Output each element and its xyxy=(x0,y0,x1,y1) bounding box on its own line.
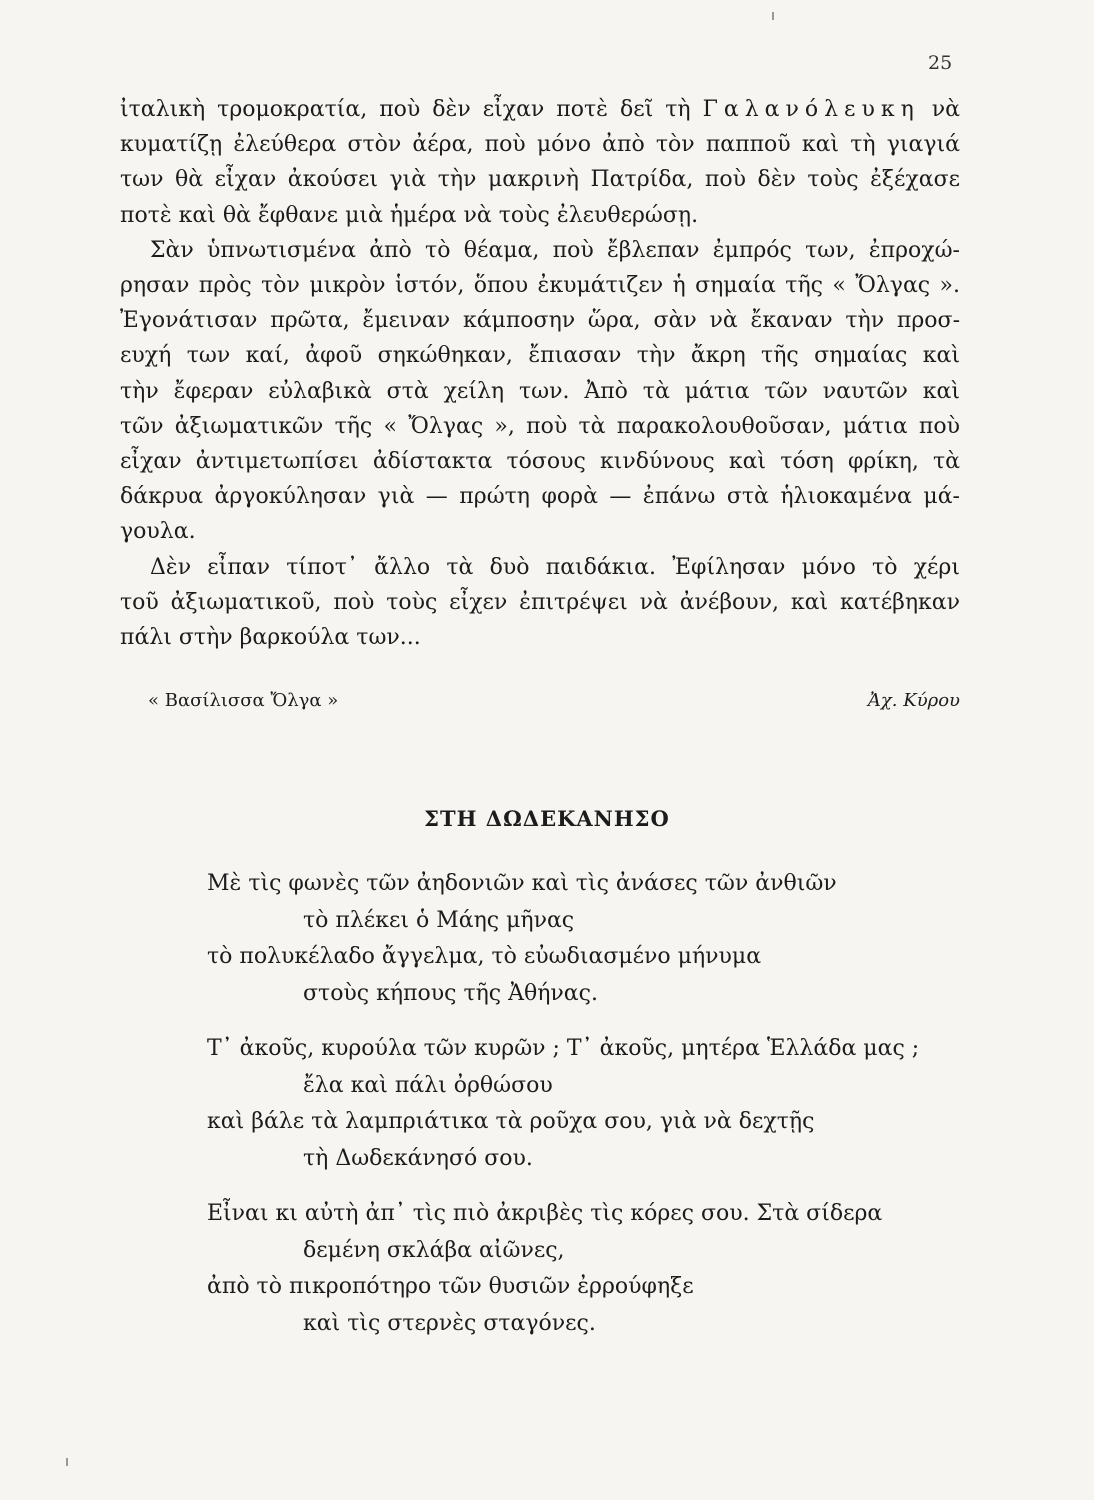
poem xyxy=(0,866,1094,1361)
prose-line: δάκρυα ἀργοκύλησαν γιὰ — πρώτη φορὰ — ἐπάνω στὰ ἡλιοκαμένα μά- xyxy=(120,484,960,510)
prose-line: τοῦ ἀξιωματικοῦ, ποὺ τοὺς εἶχεν ἐπιτρέψει νὰ ἀνέβουν, καὶ κατέβηκαν xyxy=(120,589,960,615)
prose-line: Σὰν ὑπνωτισμένα ἀπὸ τὸ θέαμα, ποὺ ἔβλεπαν ἐμπρός των, ἐπροχώ- xyxy=(150,237,960,263)
paragraph-1 xyxy=(120,92,960,233)
prose-line: γουλα. xyxy=(120,519,196,545)
poem-line: Τ᾽ ἀκοῦς, κυρούλα τῶν κυρῶν ; Τ᾽ ἀκοῦς, μητέρα Ἑλλάδα μας ; xyxy=(207,1036,920,1061)
poem-line: τὴ Δωδεκάνησό σου. xyxy=(303,1145,533,1171)
poem-line: τὸ πολυκέλαδο ἄγγελμα, τὸ εὐωδιασμένο μήνυμα xyxy=(207,944,762,969)
ink-speck xyxy=(66,1458,68,1466)
citation-source: « Βασίλισσα Ὄλγα » xyxy=(148,690,339,711)
prose-line: Δὲν εἶπαν τίποτ᾽ ἄλλο τὰ δυὸ παιδάκια. Ἐφίλησαν μόνο τὸ χέρι xyxy=(150,554,960,580)
ink-speck xyxy=(772,12,774,20)
poem-line: τὸ πλέκει ὁ Μάης μῆνας xyxy=(303,907,575,933)
poem-line: στοὺς κήπους τῆς Ἀθήνας. xyxy=(303,980,598,1006)
poem-line: καὶ τὶς στερνὲς σταγόνες. xyxy=(303,1310,596,1336)
prose-text xyxy=(120,92,960,655)
prose-line: τὴν ἔφεραν εὐλαβικὰ στὰ χείλη των. Ἀπὸ τὰ μάτια τῶν ναυτῶν καὶ xyxy=(120,378,960,404)
poem-stanza xyxy=(0,1031,1094,1177)
prose-line: ποτὲ καὶ θὰ ἔφθανε μιὰ ἡμέρα νὰ τοὺς ἐλευθερώσῃ. xyxy=(120,202,699,228)
citation-author: Ἀχ. Κύρου xyxy=(867,690,960,711)
poem-stanza xyxy=(0,866,1094,1012)
prose-line: ἰταλικὴ τρομοκρατία, ποὺ δὲν εἶχαν ποτὲ δεῖ τὴ Γαλανόλευκη νὰ xyxy=(120,97,960,122)
paragraph-3 xyxy=(120,550,960,656)
prose-line: κυματίζῃ ἐλεύθερα στὸν ἀέρα, ποὺ μόνο ἀπὸ τὸν παπποῦ καὶ τὴ γιαγιά xyxy=(120,132,960,158)
galanoleuki-word: Γαλανόλευκη xyxy=(702,97,920,122)
prose-line: τῶν ἀξιωματικῶν τῆς « Ὄλγας », ποὺ τὰ παρακολουθοῦσαν, μάτια ποὺ xyxy=(120,413,960,439)
prose-line: ρησαν πρὸς τὸν μικρὸν ἱστόν, ὅπου ἐκυμάτιζεν ἡ σημαία τῆς « Ὄλγας ». xyxy=(120,273,960,299)
prose-line: Ἐγονάτισαν πρῶτα, ἔμειναν κάμποσην ὥρα, σὰν νὰ ἔκαναν τὴν προσ- xyxy=(120,308,960,334)
poem-line: καὶ βάλε τὰ λαμπριάτικα τὰ ροῦχα σου, γιὰ νὰ δεχτῇς xyxy=(207,1109,815,1134)
poem-line: ἀπὸ τὸ πικροπότηρο τῶν θυσιῶν ἐρρούφηξε xyxy=(207,1274,694,1299)
poem-line: Μὲ τὶς φωνὲς τῶν ἀηδονιῶν καὶ τὶς ἀνάσες τῶν ἀνθιῶν xyxy=(207,871,837,896)
prose-line: ευχή των καί, ἀφοῦ σηκώθηκαν, ἔπιασαν τὴν ἄκρη τῆς σημαίας καὶ xyxy=(120,343,960,369)
prose-line: εἶχαν ἀντιμετωπίσει ἀδίστακτα τόσους κινδύνους καὶ τόση φρίκη, τὰ xyxy=(120,449,960,475)
poem-title: ΣΤΗ ΔΩΔΕΚΑΝΗΣΟ xyxy=(424,806,670,831)
prose-line: πάλι στὴν βαρκούλα των... xyxy=(120,625,421,651)
poem-line: ἔλα καὶ πάλι ὀρθώσου xyxy=(303,1072,553,1098)
page-number: 25 xyxy=(928,52,953,74)
poem-stanza xyxy=(0,1196,1094,1342)
paragraph-2 xyxy=(120,233,960,550)
prose-line: των θὰ εἶχαν ἀκούσει γιὰ τὴν μακρινὴ Πατρίδα, ποὺ δὲν τοὺς ἐξέχασε xyxy=(120,167,960,193)
poem-line: δεμένη σκλάβα αἰῶνες, xyxy=(303,1237,565,1263)
poem-line: Εἶναι κι αὐτὴ ἀπ᾽ τὶς πιὸ ἀκριβὲς τὶς κόρες σου. Στὰ σίδερα xyxy=(207,1201,883,1226)
citation xyxy=(148,690,960,711)
